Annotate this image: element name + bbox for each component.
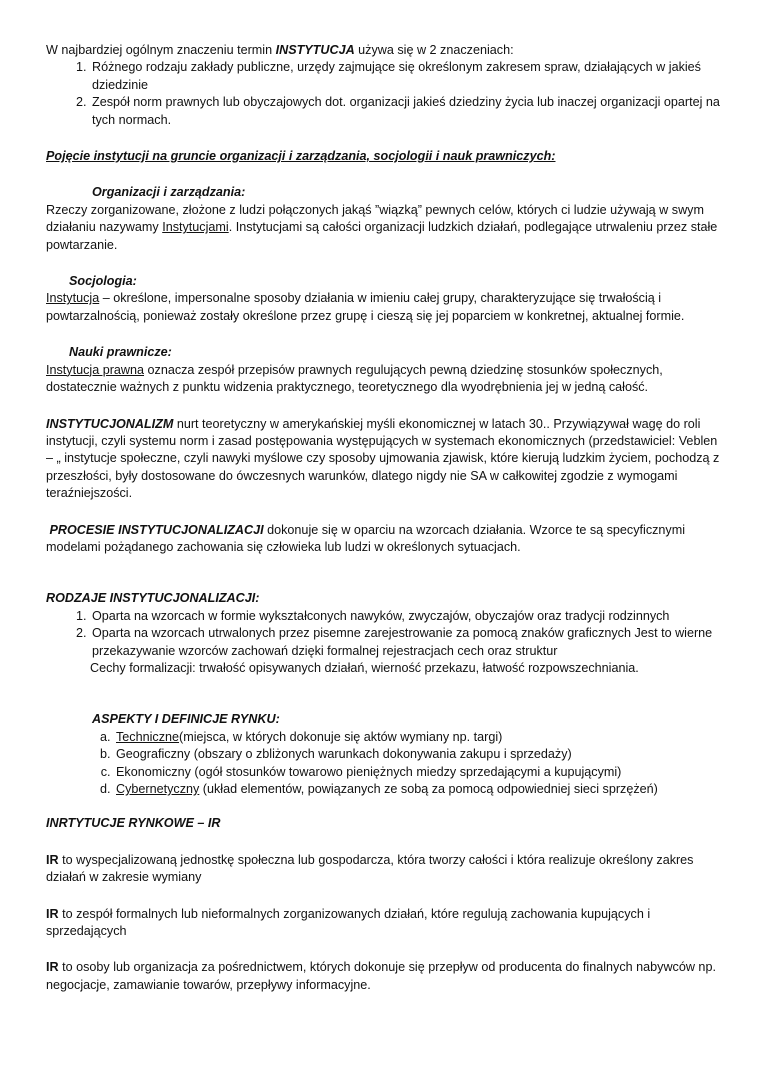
- soc-heading: Socjologia:: [69, 274, 137, 289]
- law-text: oznacza zespół przepisów prawnych regulujących pewną dziedzinę stosunków społecznych, dostatecznie ważnych z punktu widzenia praktycznego, teoretycznego dla wyodrębnienia jej w jedną całość.: [46, 362, 663, 395]
- law-heading: Nauki prawnicze:: [69, 345, 172, 360]
- types-list: [46, 608, 722, 660]
- soc-text: – określone, impersonalne sposoby działania w imieniu całej grupy, charakteryzujące się trwałością i powtarzalnością, ponieważ zostały określone przez grupę i cieszą się jej poparciem w konkretnej, aktualnej formie.: [46, 291, 685, 323]
- intro-text-after: używa się w 2 znaczeniach:: [354, 43, 514, 57]
- ir-definition-text: to wyspecjalizowaną jednostkę społeczna lub gospodarcza, która tworzy całości i która realizuje określony zakres działań w zakresie wymiany: [46, 852, 694, 885]
- ir-abbr: IR: [46, 852, 59, 867]
- process-paragraph: [46, 522, 722, 557]
- process-text: dokonuje się w oparciu na wzorcach działania. Wzorce te są specyficznymi modelami pożądanego zachowania się człowieka lub ludzi w określonych sytuacjach.: [46, 522, 686, 554]
- market-heading: ASPEKTY I DEFINICJE RYNKU:: [92, 712, 280, 727]
- org-text-1: Rzeczy zorganizowane, złożone z ludzi połączonych jakąś ”wiązką” pewnych celów, których ci ludzie używają w swym działaniu nazywamy: [46, 202, 704, 235]
- list-item: [114, 729, 722, 746]
- org-paragraph: [46, 202, 722, 254]
- list-item: [114, 781, 722, 798]
- document-page: [46, 42, 722, 994]
- intro-paragraph: [46, 42, 722, 59]
- market-item-text: (układ elementów, powiązanych ze sobą za pomocą odpowiedniej sieci sprzężeń): [199, 782, 658, 796]
- market-item-term: Cybernetyczny: [116, 782, 200, 796]
- law-underlined-term: Instytucja prawna: [46, 362, 145, 377]
- org-underlined-term: Instytucjami: [162, 220, 229, 235]
- market-item-text: (ogół stosunków towarowo pieniężnych miedzy sprzedającymi a kupującymi): [190, 764, 622, 779]
- ir-abbr: IR: [46, 960, 59, 975]
- soc-underlined-term: Instytucja: [46, 291, 100, 306]
- market-item-term: Geograficzny: [116, 747, 191, 762]
- law-paragraph: [46, 362, 722, 397]
- process-term: PROCESIE INSTYTUCJONALIZACJI: [49, 522, 264, 537]
- ir-definition-text: to zespół formalnych lub nieformalnych zorganizowanych działań, które regulują zachowania kupujących i sprzedających: [46, 906, 651, 939]
- market-list: [46, 729, 722, 799]
- institutionalism-term: INSTYTUCJONALIZM: [46, 416, 174, 431]
- list-item: 2. Oparta na wzorcach utrwalonych przez pisemne zarejestrowanie za pomocą znaków graficznych Jest to wierne przekazywanie wzorców zachowań dzięki formalnej rejestracjach cech oraz struktur: [90, 625, 722, 660]
- ir-definition-text: to osoby lub organizacja za pośrednictwem, których dokonuje się przepływ od producenta do finalnych nabywców np. negocjacje, zamawianie towarów, przepływy informacyjne.: [46, 960, 716, 992]
- market-item-text: (miejsca, w których dokonuje się aktów wymiany np. targi): [179, 729, 503, 744]
- ir-abbr: IR: [46, 906, 59, 921]
- institutionalism-paragraph: [46, 416, 722, 503]
- intro-list: [46, 59, 722, 129]
- list-item: [114, 764, 722, 781]
- concept-heading: Pojęcie instytucji na gruncie organizacji i zarządzania, socjologii i nauk prawniczych:: [46, 149, 556, 164]
- org-text-2: . Instytucjami są całości organizacji ludzkich działań, podlegające utrwaleniu przez stałe powtarzanie.: [46, 220, 718, 252]
- intro-text-before: W najbardziej ogólnym znaczeniu termin: [46, 43, 276, 57]
- ir-definition: [46, 852, 722, 887]
- market-item-term: Techniczne: [116, 729, 180, 744]
- formalization-note: Cechy formalizacji: trwałość opisywanych działań, wierność przekazu, łatwość rozpowszechniania.: [90, 660, 639, 675]
- market-item-term: Ekonomiczny: [116, 764, 191, 779]
- institutionalism-text: nurt teoretyczny w amerykańskiej myśli ekonomicznej w latach 30.. Przywiązywał wagę do roli instytucji, czyli systemu norm i zasad postępowania występujących w systemach ekonomicznych (przedstawiciel: Veblen – „ instytucje społeczne, czyli nawyki myślowe czy sposoby ujmowania zjawisk, które kierują ludzkim życiem, pochodzą z przeszłości, były dostosowane do ówczesnych warunków, dlatego nigdy nie SA w całkowitej zgodzie z wymogami teraźniejszości.: [46, 416, 720, 501]
- market-item-text: (obszary o zbliżonych warunkach dokonywania zakupu i sprzedaży): [190, 747, 572, 762]
- ir-heading: INRTYTUCJE RYNKOWE – IR: [46, 816, 221, 831]
- list-item: 1. Różnego rodzaju zakłady publiczne, urzędy zajmujące się określonym zakresem spraw, działających w jakieś dziedzinie: [90, 59, 722, 94]
- list-item: [114, 746, 722, 763]
- ir-definition: [46, 959, 722, 994]
- list-item: 2. Zespół norm prawnych lub obyczajowych dot. organizacji jakieś dziedziny życia lub inaczej organizacji opartej na tych normach.: [90, 94, 722, 129]
- list-item: 1. Oparta na wzorcach w formie wykształconych nawyków, zwyczajów, obyczajów oraz tradycji rodzinnych: [90, 608, 722, 625]
- types-heading: RODZAJE INSTYTUCJONALIZACJI:: [46, 591, 260, 606]
- org-heading: Organizacji i zarządzania:: [92, 185, 246, 200]
- intro-term: INSTYTUCJA: [275, 43, 355, 57]
- soc-paragraph: [46, 290, 722, 325]
- ir-definition: [46, 906, 722, 941]
